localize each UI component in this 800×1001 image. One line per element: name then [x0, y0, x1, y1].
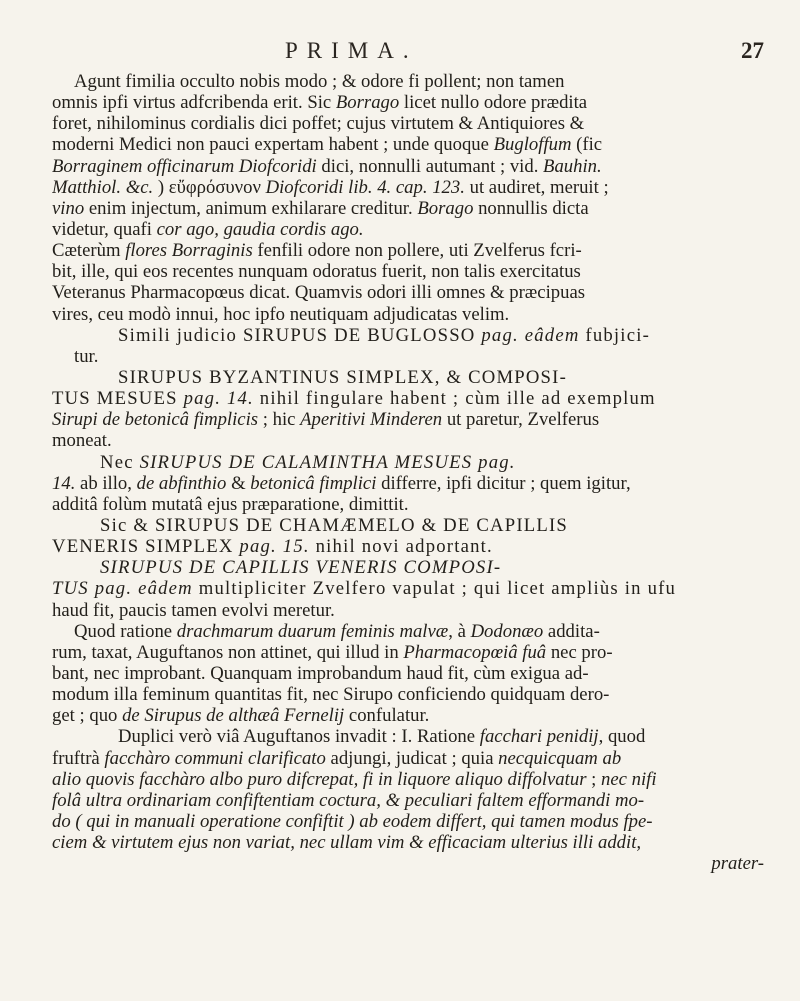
- italic-text: TUS pag. eâdem: [52, 578, 193, 600]
- roman-text: Cæterùm: [52, 240, 126, 262]
- italic-text: SIRUPUS DE CALAMINTHA MESUES pag.: [139, 451, 516, 473]
- roman-text: bit, ille, qui eos recentes nunquam odoratus fuerit, non talis exercitatus: [52, 261, 581, 283]
- roman-text: fenfili odore non pollere, uti Zvelferus fcri-: [252, 240, 582, 262]
- italic-text: Pharmacopœiâ fuâ: [403, 641, 547, 663]
- italic-text: pag. eâdem: [481, 324, 580, 346]
- text-line: [52, 642, 764, 663]
- text-line: [52, 430, 764, 451]
- text-line: [52, 304, 764, 325]
- italic-text: Diofcoridi lib. 4. cap. 123.: [260, 176, 465, 198]
- text-line: [52, 684, 764, 705]
- italic-text: pag. 15.: [239, 536, 310, 558]
- text-line: [52, 113, 764, 134]
- roman-text: nonnullis dicta: [473, 197, 589, 219]
- roman-text: moneat.: [52, 430, 112, 452]
- text-line: [52, 811, 764, 832]
- roman-text: nihil novi adportant.: [309, 536, 493, 558]
- text-line: [52, 600, 764, 621]
- italic-text: prater-: [711, 853, 764, 875]
- page-header: [0, 38, 800, 68]
- roman-text: additâ folùm mutatâ ejus præparatione, dimittit.: [52, 493, 409, 515]
- text-line: [52, 726, 764, 747]
- roman-text: videtur, quafi: [52, 218, 157, 240]
- text-line: [52, 134, 764, 155]
- running-title: PRIMA.: [285, 38, 418, 63]
- italic-text: Matthiol. &c.: [52, 176, 154, 198]
- roman-text: VENERIS SIMPLEX: [52, 536, 240, 558]
- roman-text: εὔφρόσυνον: [168, 176, 261, 198]
- text-line: [52, 346, 764, 367]
- text-line: [52, 198, 764, 219]
- text-line: [52, 240, 764, 261]
- text-line: [52, 325, 764, 346]
- roman-text: licet nullo odore prædita: [399, 92, 588, 114]
- roman-text: &: [226, 472, 251, 494]
- roman-text: , quod: [598, 726, 646, 748]
- roman-text: (fic: [571, 134, 603, 156]
- italic-text: flores Borraginis: [125, 240, 253, 262]
- text-line: [52, 536, 764, 557]
- body-text: [52, 71, 764, 874]
- italic-text: Aperitivi Minderen: [300, 409, 443, 431]
- italic-text: Bauhin.: [543, 155, 602, 177]
- roman-text: ; hic: [258, 409, 301, 431]
- italic-text: necquicquam ab: [498, 747, 622, 769]
- italic-text: betonicâ fimplici: [250, 472, 377, 494]
- italic-text: Bugloffum: [493, 134, 572, 156]
- text-line: [52, 282, 764, 303]
- text-line: [52, 748, 764, 769]
- page-number: 27: [741, 38, 764, 63]
- text-line: [52, 557, 764, 578]
- italic-text: facchàro communi clarificato: [104, 747, 326, 769]
- italic-text: Dodonæo: [470, 620, 544, 642]
- italic-text: Borrago: [335, 92, 400, 114]
- italic-text: ciem & virtutem ejus non variat, nec ullam vim & efficaciam ulterius illi addit,: [52, 832, 642, 854]
- text-line: [52, 92, 764, 113]
- roman-text: omnis ipfi virtus adfcribenda erit. Sic: [52, 92, 336, 114]
- roman-text: adjungi, judicat ; quia: [325, 747, 499, 769]
- italic-text: do ( qui in manuali operatione confiftit ) ab eodem differt, qui tamen modus fpe-: [52, 810, 653, 832]
- roman-text: Agunt fimilia occulto nobis modo ; & odore fi pollent; non tamen: [74, 71, 565, 92]
- text-line: [52, 663, 764, 684]
- text-line: [52, 367, 764, 388]
- italic-text: Borago: [417, 197, 474, 219]
- italic-text: nec nifi: [601, 768, 657, 790]
- italic-text: Sirupi de betonicâ fimplicis: [52, 409, 259, 431]
- roman-text: tur.: [74, 345, 99, 367]
- roman-text: addita-: [543, 620, 600, 642]
- roman-text: fubjici-: [579, 324, 651, 346]
- text-line: [52, 705, 764, 726]
- roman-text: ;: [586, 768, 602, 790]
- text-line: [52, 769, 764, 790]
- roman-text: dici, nonnulli autumant ; vid.: [316, 155, 544, 177]
- roman-text: , à: [448, 620, 471, 642]
- roman-text: moderni Medici non pauci expertam habent ; unde quoque: [52, 134, 494, 156]
- italic-text: facchari penidij: [479, 726, 599, 748]
- italic-text: SIRUPUS DE CAPILLIS VENERIS COMPOSI-: [100, 557, 502, 579]
- text-line: [52, 261, 764, 282]
- text-line: [52, 832, 764, 853]
- roman-text: bant, nec improbant. Quanquam improbandum haud fit, cùm exigua ad-: [52, 662, 589, 684]
- italic-text: cor ago, gaudia cordis ago.: [156, 218, 364, 240]
- roman-text: ut audiret, meruit ;: [464, 176, 609, 198]
- roman-text: modum illa feminum quantitas fit, nec Sirupo conficiendo quidquam dero-: [52, 684, 610, 706]
- roman-text: enim injectum, animum exhilarare creditur.: [84, 197, 418, 219]
- roman-text: ab illo,: [75, 472, 137, 494]
- text-line: [52, 409, 764, 430]
- italic-text: pag. 14.: [183, 388, 254, 410]
- roman-text: ut paretur, Zvelferus: [442, 409, 600, 431]
- roman-text: fruftrà: [52, 747, 105, 769]
- italic-text: vino: [52, 197, 85, 219]
- text-line: [52, 515, 764, 536]
- italic-text: de Sirupus de althæâ Fernelij: [122, 705, 345, 727]
- text-line: [52, 388, 764, 409]
- roman-text: foret, nihilominus cordialis dici poffet; cujus virtutem & Antiquiores &: [52, 113, 585, 135]
- roman-text: confulatur.: [344, 705, 430, 727]
- roman-text: differre, ipfi dicitur ; quem igitur,: [376, 472, 631, 494]
- roman-text: rum, taxat, Auguftanos non attinet, qui illud in: [52, 641, 404, 663]
- text-line: [52, 494, 764, 515]
- roman-text: Sic & SIRUPUS DE CHAMÆMELO & DE CAPILLIS: [100, 514, 568, 536]
- text-line: [52, 790, 764, 811]
- roman-text: SIRUPUS BYZANTINUS SIMPLEX, & COMPOSI-: [118, 366, 567, 388]
- roman-text: get ; quo: [52, 705, 123, 727]
- text-line: [52, 578, 764, 599]
- text-line: [52, 452, 764, 473]
- roman-text: nihil fingulare habent ; cùm ille ad exemplum: [253, 388, 656, 410]
- text-line: [52, 177, 764, 198]
- text-line: [52, 71, 764, 92]
- roman-text: ): [153, 176, 169, 198]
- text-line: [52, 621, 764, 642]
- text-line: [52, 156, 764, 177]
- roman-text: Simili judicio SIRUPUS DE BUGLOSSO: [118, 324, 482, 346]
- roman-text: Nec: [100, 451, 140, 473]
- roman-text: Veteranus Pharmacopœus dicat. Quamvis odori illi omnes & præcipuas: [52, 282, 586, 304]
- roman-text: nec pro-: [546, 641, 613, 663]
- roman-text: Quod ratione: [74, 620, 177, 642]
- italic-text: de abfinthio: [136, 472, 227, 494]
- italic-text: drachmarum duarum feminis malvæ: [176, 620, 449, 642]
- italic-text: alio quovis facchàro albo puro difcrepat, fi in liquore aliquo diffolvatur: [52, 768, 587, 790]
- roman-text: multipliciter Zvelfero vapulat ; qui licet ampliùs in ufu: [192, 578, 677, 600]
- italic-text: folâ ultra ordinariam confiftentiam coctura, & peculiari faltem efformandi mo-: [52, 789, 645, 811]
- roman-text: haud fit, paucis tamen evolvi meretur.: [52, 599, 335, 621]
- text-line: [52, 473, 764, 494]
- text-line: [52, 219, 764, 240]
- italic-text: 14.: [52, 472, 76, 494]
- text-line: [52, 853, 764, 874]
- roman-text: vires, ceu modò innui, hoc ipfo neutiquam adjudicatas velim.: [52, 303, 510, 325]
- roman-text: TUS MESUES: [52, 388, 184, 410]
- roman-text: Duplici verò viâ Auguftanos invadit : I. Ratione: [118, 726, 480, 748]
- italic-text: Borraginem officinarum Diofcoridi: [52, 155, 317, 177]
